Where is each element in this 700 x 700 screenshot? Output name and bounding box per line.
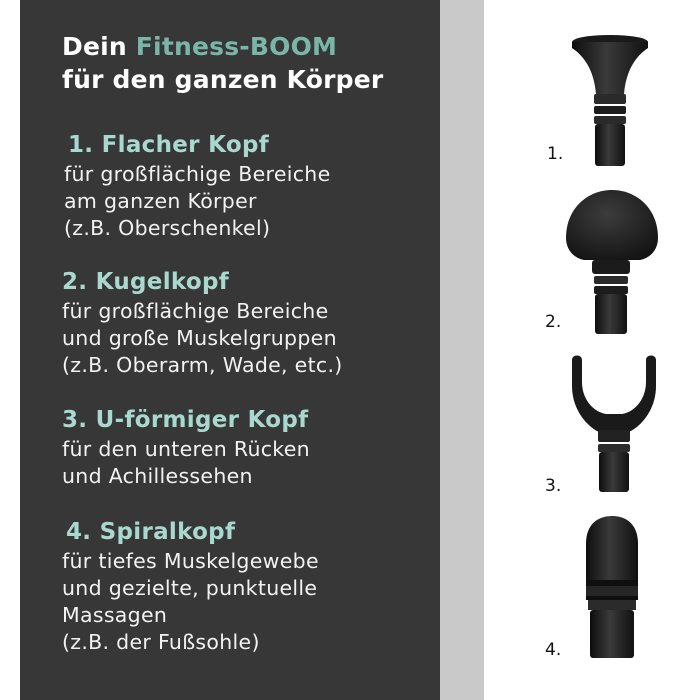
section-line: am ganzen Körper [64,189,257,213]
section-flat-head [64,131,331,242]
attachment-number: 3. [545,476,562,496]
attachment-number: 1. [547,144,564,164]
section-title: 3. U-förmiger Kopf [62,407,309,433]
left-margin [0,0,20,700]
attachment-number: 4. [545,640,562,660]
section-ball-head [62,268,343,379]
flat-head-attachment-icon [566,32,658,172]
headline-brand: Fitness-BOOM [135,32,338,61]
headline-line2: für den ganzen Körper [62,65,384,94]
section-line: (z.B. Oberschenkel) [64,216,271,240]
section-line: und Achillessehen [62,464,253,488]
fork-head-attachment-icon [566,352,662,494]
section-line: und große Muskelgruppen [62,326,337,350]
bullet-head-attachment-icon [582,514,642,660]
ball-head-attachment-icon [562,188,662,336]
section-line: (z.B. der Fußsohle) [62,630,260,654]
section-u-head [62,406,310,490]
section-line: (z.B. Oberarm, Wade, etc.) [62,353,343,377]
attachment-number: 2. [545,312,562,332]
section-title: 4. Spiralkopf [66,519,236,545]
section-line: Massagen [62,603,168,627]
section-line: für großflächige Bereiche [62,299,329,323]
divider-strip [440,0,484,700]
section-line: und gezielte, punktuelle [62,576,318,600]
headline [62,30,383,96]
section-line: für tiefes Muskelgewebe [62,549,319,573]
section-line: für großflächige Bereiche [64,162,331,186]
headline-prefix: Dein [62,32,136,61]
section-title: 2. Kugelkopf [62,269,230,295]
section-spiral-head [62,518,319,656]
section-title: 1. Flacher Kopf [68,132,270,158]
section-line: für den unteren Rücken [62,437,310,461]
